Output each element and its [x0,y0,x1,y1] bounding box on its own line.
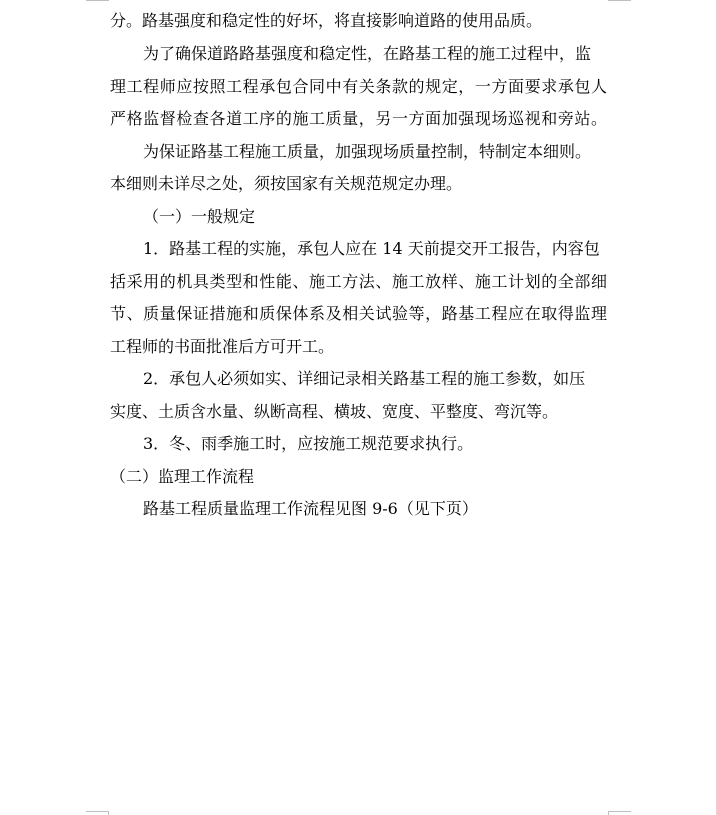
paragraph-line: 严格监督检查各道工序的施工质量，另一方面加强现场巡视和旁站。 [110,109,607,128]
margin-mark-bottom-left [86,811,109,815]
margin-mark-bottom-right [608,811,631,815]
paragraph-line: 1．路基工程的实施，承包人应在 14 天前提交开工报告，内容包 [143,239,600,258]
margin-mark-top-right [608,0,631,1]
paragraph-line: 括采用的机具类型和性能、施工方法、施工放样、施工计划的全部细 [110,272,607,291]
paragraph-line: 分。路基强度和稳定性的好坏，将直接影响道路的使用品质。 [110,11,543,30]
paragraph-line: 理工程师应按照工程承包合同中有关条款的规定，一方面要求承包人 [110,77,607,96]
paragraph-line: 3．冬、雨季施工时，应按施工规范要求执行。 [143,434,474,453]
paragraph-line: 本细则未详尽之处，须按国家有关规范规定办理。 [110,174,463,193]
section-heading: （一）一般规定 [143,207,256,226]
paragraph-line: 为了确保道路路基强度和稳定性，在路基工程的施工过程中，监 [143,44,592,63]
paragraph-line: 为保证路基工程施工质量，加强现场质量控制，特制定本细则。 [143,142,592,161]
margin-mark-top-left [86,0,109,1]
paragraph-line: 路基工程质量监理工作流程见图 9-6（见下页） [143,499,478,518]
section-heading: （二）监理工作流程 [110,467,255,486]
paragraph-line: 实度、土质含水量、纵断高程、横坡、宽度、平整度、弯沉等。 [110,402,559,421]
paragraph-line: 节、质量保证措施和质保体系及相关试验等，路基工程应在取得监理 [110,304,607,323]
paragraph-line: 2．承包人必须如实、详细记录相关路基工程的施工参数，如压 [143,369,586,388]
paragraph-line: 工程师的书面批准后方可开工。 [110,337,335,356]
